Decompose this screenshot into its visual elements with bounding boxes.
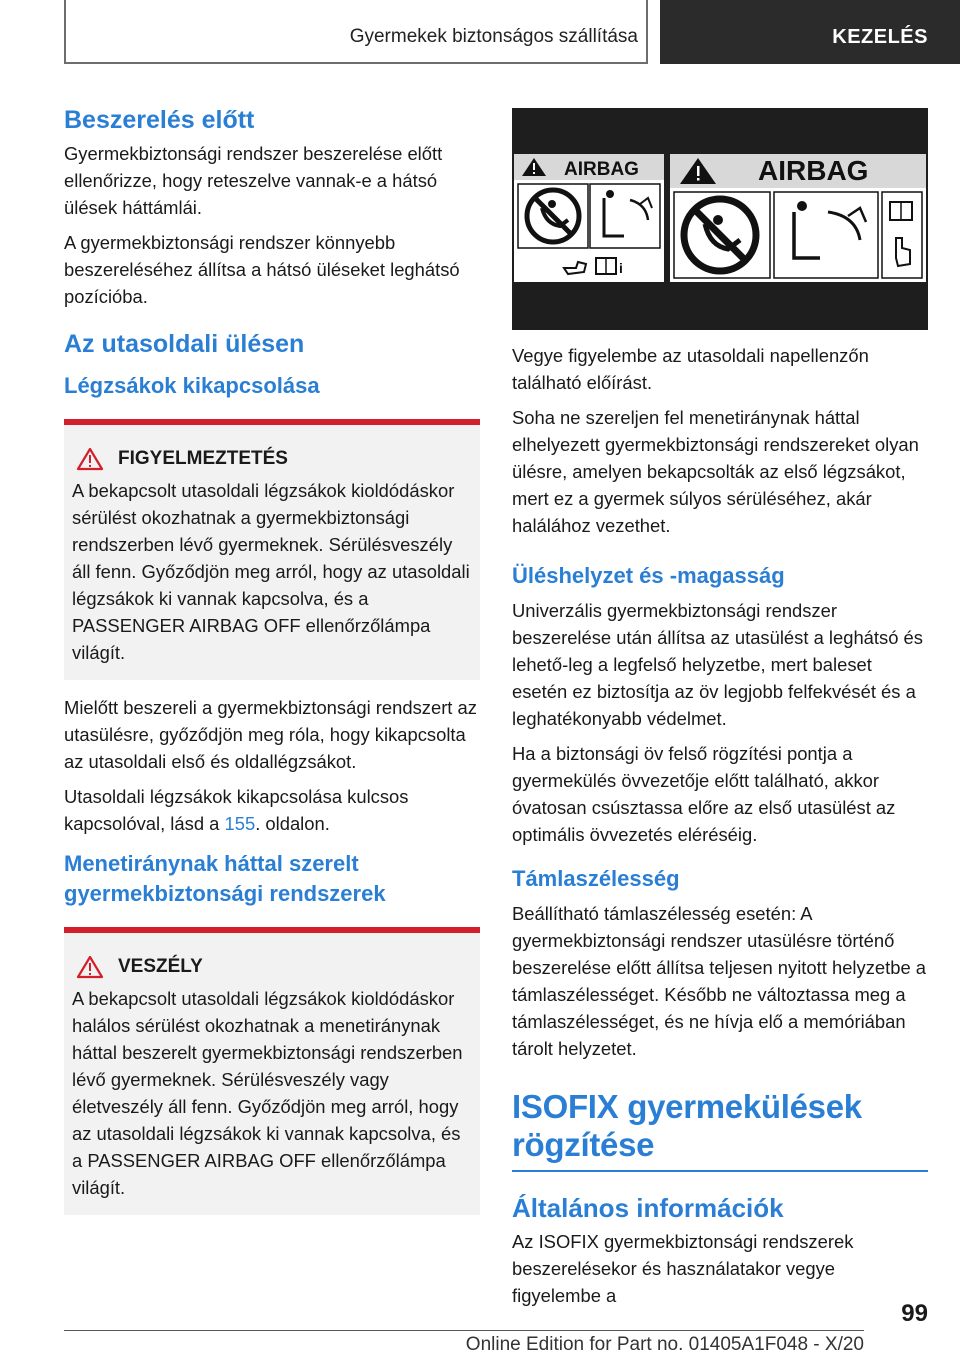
warning-triangle-icon: [76, 447, 104, 471]
paragraph: Univerzális gyermekbiztonsági rendszer beszerelése után állítsa az utasülést a leghátsó és lehető-leg a legfelső helyzetbe, mert baleset esetén ez biztosítja az öv legjobb felfekvését és a leghatékonyabb védelmet.: [512, 600, 923, 729]
page-reference-link[interactable]: 155: [224, 813, 256, 834]
page-number: 99: [901, 1300, 928, 1327]
chapter-tab-label: KEZELÉS: [832, 26, 928, 48]
airbag-warning-label-figure: [512, 108, 928, 330]
airbag-label-small: AIRBAG: [564, 159, 639, 180]
paragraph: Az ISOFIX gyermekbiztonsági rendszerek beszerelésekor és használatakor vegye figyelembe a: [512, 1231, 854, 1306]
header-rule-middle: [646, 0, 648, 64]
paragraph: Soha ne szereljen fel menetiránynak háttal elhelyezett gyermekbiztonsági rendszereket olyan ülésre, amelyen bekapcsolták az első légzsákot, mert ez a gyermek súlyos sérüléséhez, akár halálához vezethet.: [512, 407, 919, 536]
warning-title: FIGYELMEZTETÉS: [118, 448, 288, 469]
section-title: Gyermekek biztonságos szállítása: [349, 26, 638, 47]
warning-triangle-icon: [76, 955, 104, 979]
paragraph: Vegye figyelembe az utasoldali napellenzőn található előírást.: [512, 345, 869, 393]
heading-backrest-width: Támlaszélesség: [512, 866, 680, 891]
svg-text:i: i: [619, 260, 623, 276]
right-column: [512, 104, 928, 1317]
paragraph-with-link: Utasoldali légzsákok kikapcsolása kulcsos kapcsolóval, lásd a 155. oldalon.: [64, 786, 409, 834]
airbag-label-illustration: [512, 108, 928, 330]
warning-box: [64, 419, 480, 680]
heading-before-install: Beszerelés előtt: [64, 106, 255, 134]
paragraph: Gyermekbiztonsági rendszer beszerelése előtt ellenőrizze, hogy reteszelve vannak-e a hátsó ülések háttámlái.: [64, 143, 443, 218]
footer-edition: Online Edition for Part no. 01405A1F048 - X/20: [465, 1334, 864, 1355]
footer-rule: [64, 1330, 864, 1331]
paragraph: Ha a biztonsági öv felső rögzítési pontja a gyermekülés övvezetője előtt található, akkor óvatosan csúsztassa előre az első utasülést az optimális övvezetés eléréséig.: [512, 743, 896, 845]
heading-seat-position: Üléshelyzet és -magasság: [512, 563, 785, 588]
section-rule: [512, 1170, 928, 1172]
left-column: [64, 100, 480, 1229]
danger-title: VESZÉLY: [118, 956, 203, 977]
heading-general-info: Általános információk: [512, 1193, 784, 1223]
heading-isofix: ISOFIX gyermekülések rögzítése: [512, 1088, 862, 1163]
paragraph: Mielőtt beszereli a gyermekbiztonsági rendszert az utasülésre, győződjön meg róla, hogy kikapcsolta az utasoldali első és oldallégzsákot.: [64, 697, 477, 772]
danger-header: [72, 955, 472, 979]
paragraph: Beállítható támlaszélesség esetén: A gyermekbiztonsági rendszer utasülésre történő beszerelése előtt állítsa teljesen nyitott helyzetbe a támlaszélességet. Később ne változtassa meg a támlaszélességet, és ne hívja elő a memóriában tárolt helyzetet.: [512, 903, 927, 1059]
airbag-label-large: AIRBAG: [758, 155, 869, 186]
paragraph: A gyermekbiztonsági rendszer könnyebb beszereléséhez állítsa a hátsó üléseket leghátsó pozícióba.: [64, 232, 460, 307]
header-rule-bottom: [64, 62, 648, 64]
heading-airbag-deactivation: Légzsákok kikapcsolása: [64, 373, 320, 398]
warning-header: [72, 447, 472, 471]
heading-rear-facing: Menetiránynak háttal szerelt gyermekbiztonsági rendszerek: [64, 851, 386, 906]
warning-text: A bekapcsolt utasoldali légzsákok kioldódáskor sérülést okozhatnak a gyermekbiztonsági rendszerben lévő gyermeknek. Sérülésveszély áll fenn. Győződjön meg arról, hogy az utasoldali légzsákok ki vannak kapcsolva, és a PASSENGER AIRBAG OFF ellenőrzőlámpa világít.: [72, 480, 470, 663]
danger-text: A bekapcsolt utasoldali légzsákok kioldódáskor halálos sérülést okozhatnak a menetiránynak háttal beszerelt gyermekbiztonsági rendszerben lévő gyermeknek. Sérülésveszély vagy életveszély áll fenn. Győződjön meg arról, hogy az utasoldali légzsákok ki vannak kapcsolva, és a PASSENGER AIRBAG OFF ellenőrzőlámpa világít.: [72, 988, 463, 1198]
danger-box: [64, 927, 480, 1215]
heading-passenger-seat: Az utasoldali ülésen: [64, 330, 305, 358]
